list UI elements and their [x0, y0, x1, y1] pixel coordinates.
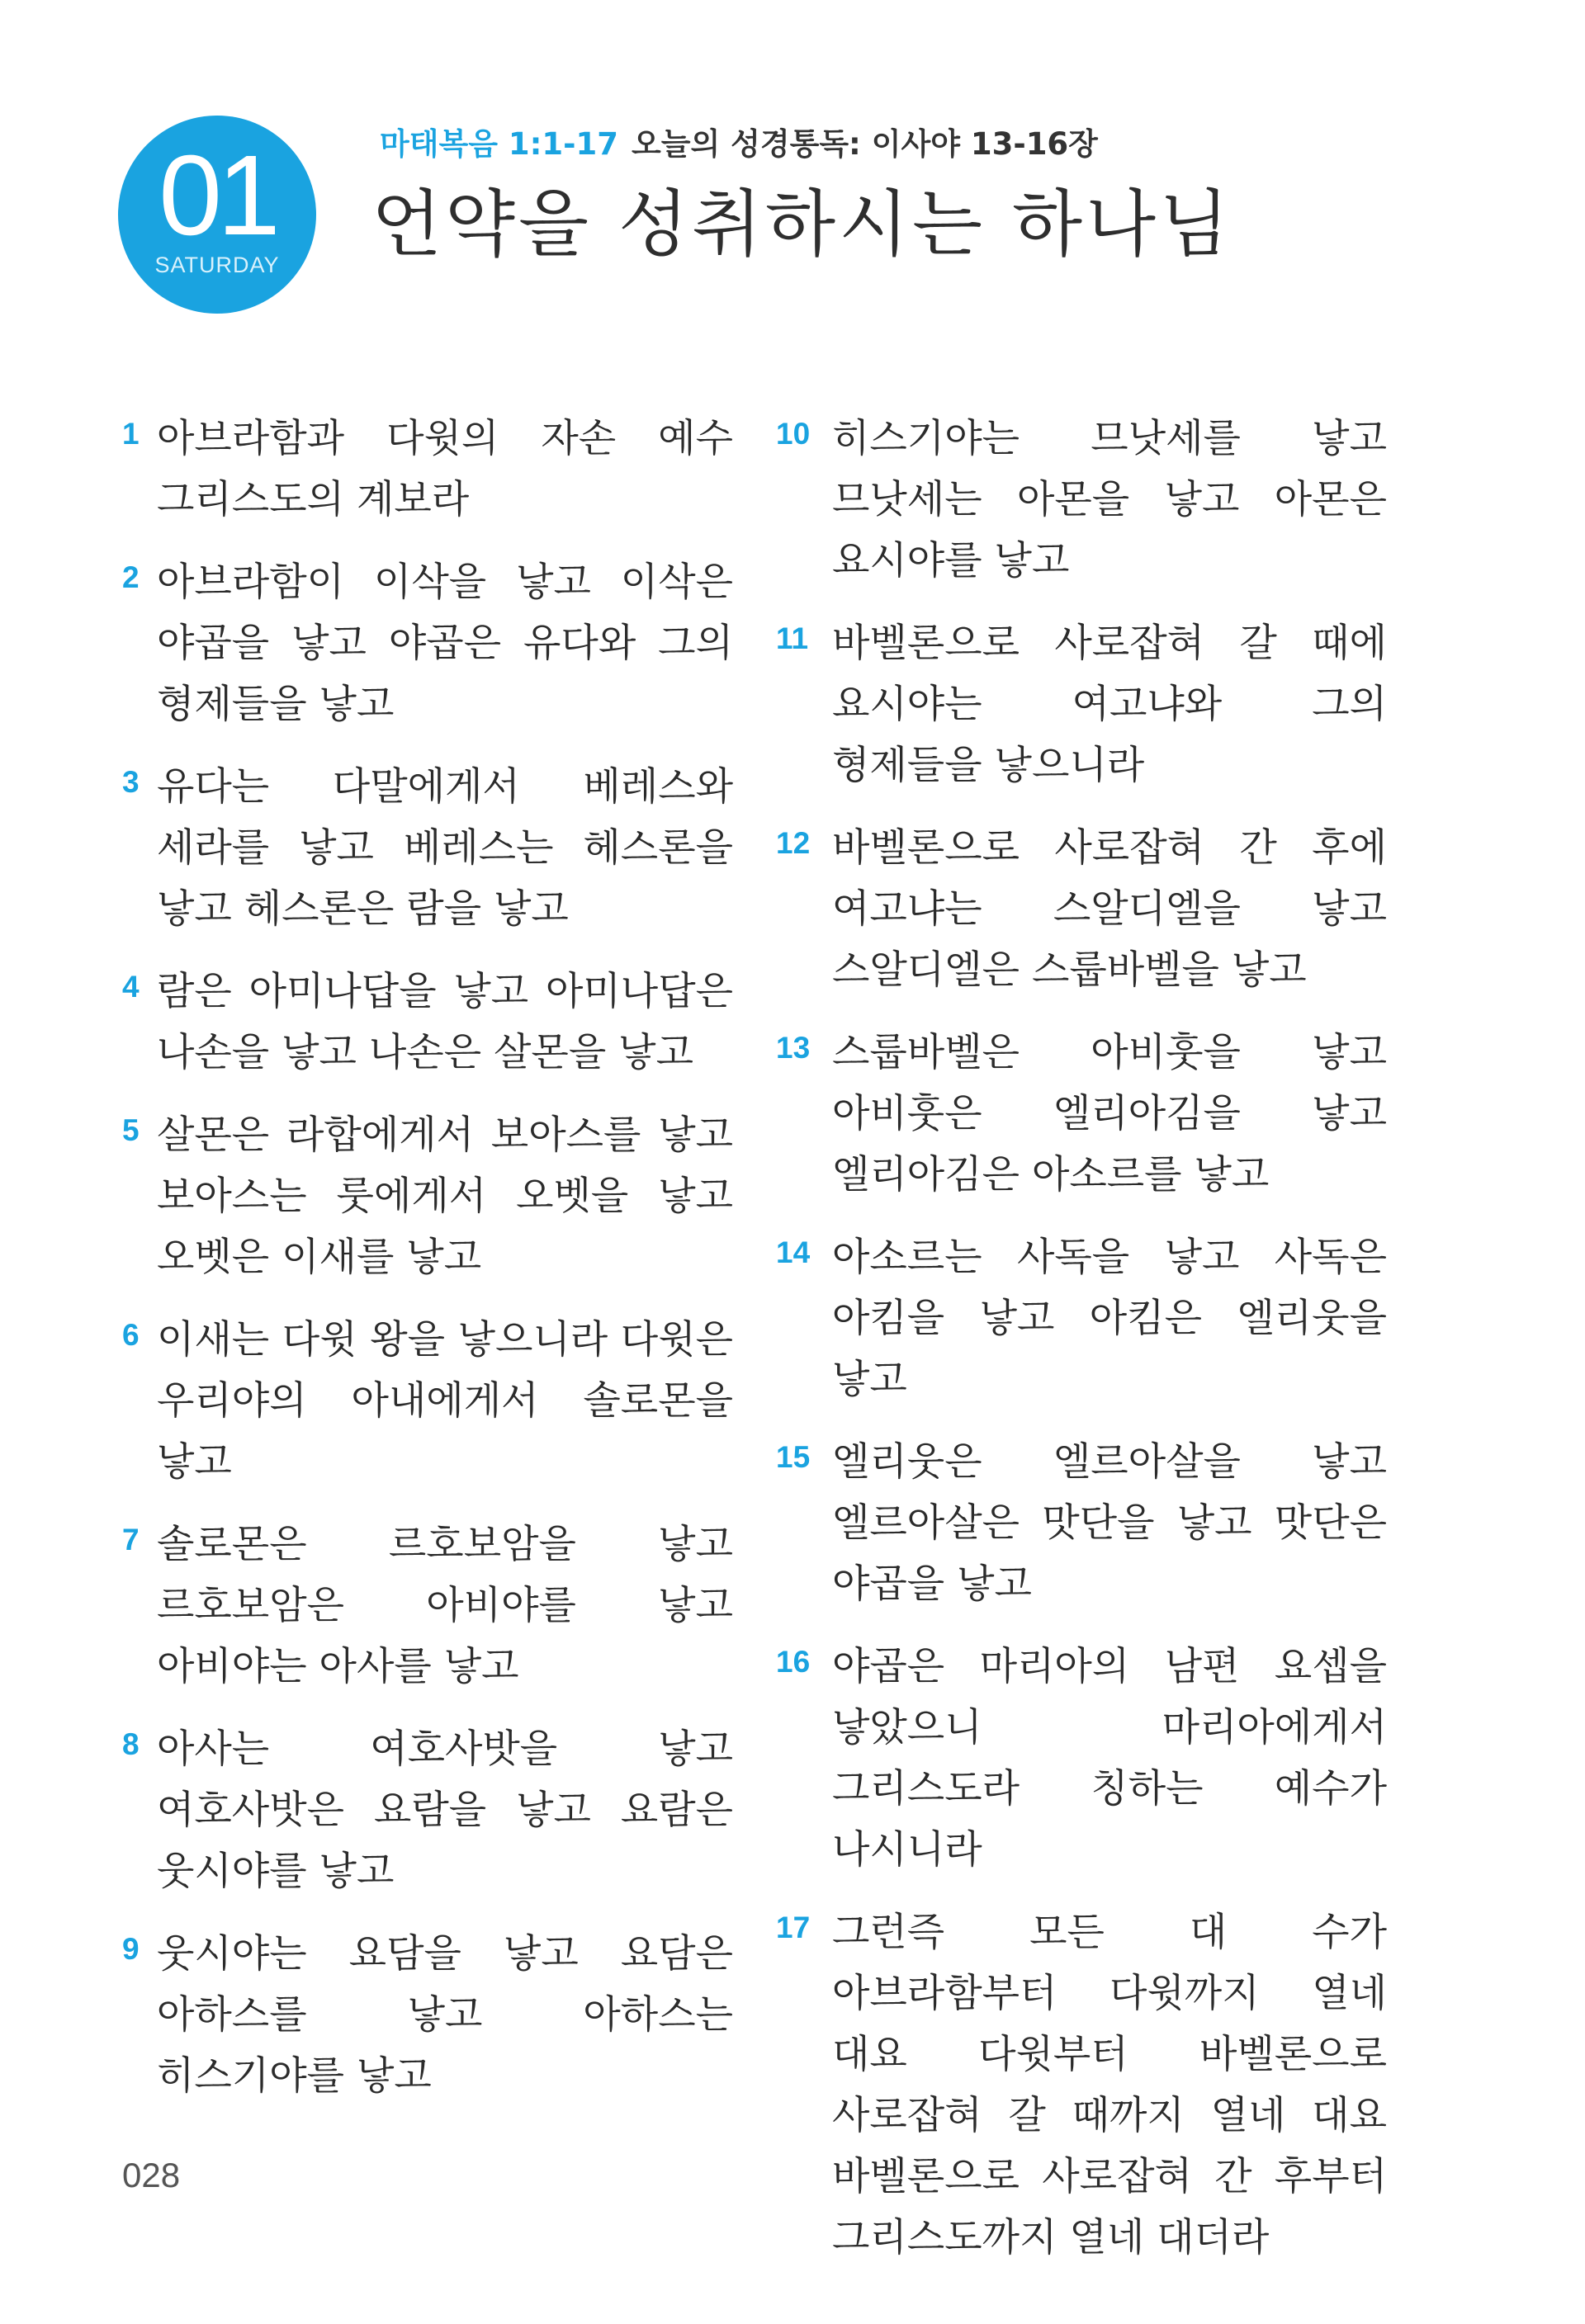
- reading-subtitle: [380, 124, 1098, 165]
- verse-text: 살몬은 라합에게서 보아스를 낳고 보아스는 룻에게서 오벳을 낳고 오벳은 이새를 낳고: [157, 1112, 733, 1280]
- passage-reference: 마태복음 1:1-17: [380, 126, 618, 162]
- verse: [776, 1432, 1387, 1615]
- daily-reading: 오늘의 성경통독: 이사야 13-16장: [631, 126, 1098, 162]
- verse-number: 11: [776, 621, 809, 655]
- verse-text: 웃시야는 요담을 낳고 요담은 아하스를 낳고 아하스는 히스기야를 낳고: [157, 1931, 733, 2099]
- verse-number: 6: [122, 1318, 140, 1352]
- verse-number: 15: [776, 1440, 811, 1474]
- verse: [122, 409, 733, 531]
- day-number: 01: [158, 132, 276, 259]
- verse-number: 4: [122, 970, 140, 1004]
- verse-number: 7: [122, 1523, 140, 1556]
- verse-text: 히스기야는 므낫세를 낳고 므낫세는 아몬을 낳고 아몬은 요시야를 낳고: [832, 416, 1387, 583]
- verse-text: 바벨론으로 사로잡혀 갈 때에 요시야는 여고냐와 그의 형제들을 낳으니라: [832, 621, 1387, 788]
- page-number: 028: [122, 2156, 181, 2194]
- day-name: SATURDAY: [154, 253, 280, 277]
- day-badge: [118, 116, 316, 314]
- verse-number: 5: [122, 1113, 140, 1147]
- verse-number: 17: [776, 1911, 811, 1944]
- verse-text: 람은 아미나답을 낳고 아미나답은 나손을 낳고 나손은 살몬을 낳고: [157, 969, 733, 1075]
- verse: [776, 1227, 1387, 1410]
- verse: [776, 1023, 1387, 1206]
- verse: [776, 409, 1387, 592]
- verse-number: 9: [122, 1932, 140, 1966]
- verse-text: 그런즉 모든 대 수가 아브라함부터 다윗까지 열네 대요 다윗부터 바벨론으로 사로잡혀 갈 때까지 열네 대요 바벨론으로 사로잡혀 간 후부터 그리스도까지 열네 대더라: [832, 1910, 1387, 2260]
- verse: [122, 757, 733, 940]
- verse-text: 유다는 다말에게서 베레스와 세라를 낳고 베레스는 헤스론을 낳고 헤스론은 람을 낳고: [157, 764, 733, 932]
- verse-number: 16: [776, 1645, 811, 1679]
- verse: [776, 1902, 1387, 2269]
- verse-text: 엘리웃은 엘르아살을 낳고 엘르아살은 맛단을 낳고 맛단은 야곱을 낳고: [832, 1439, 1387, 1607]
- verse-text: 아사는 여호사밧을 낳고 여호사밧은 요람을 낳고 요람은 웃시야를 낳고: [157, 1726, 733, 1894]
- verse: [122, 1924, 733, 2107]
- verse: [776, 1637, 1387, 1881]
- verse-text: 이새는 다윗 왕을 낳으니라 다윗은 우리야의 아내에게서 솔로몬을 낳고: [157, 1317, 733, 1485]
- verse: [122, 552, 733, 735]
- verse-number: 3: [122, 765, 140, 799]
- verses-right-column: [776, 409, 1387, 2290]
- verse-text: 바벨론으로 사로잡혀 간 후에 여고냐는 스알디엘을 낳고 스알디엘은 스룹바벨을 낳고: [832, 825, 1387, 993]
- verses-left-column: [122, 409, 733, 2128]
- verse-text: 야곱은 마리아의 남편 요셉을 낳았으니 마리아에게서 그리스도라 칭하는 예수가 나시니라: [832, 1644, 1387, 1873]
- verse-number: 14: [776, 1235, 811, 1269]
- verse: [122, 961, 733, 1084]
- verse: [776, 818, 1387, 1001]
- page-title: 언약을 성취하시는 하나님: [371, 182, 1233, 267]
- verse-text: 아소르는 사독을 낳고 사독은 아킴을 낳고 아킴은 엘리웃을 낳고: [832, 1235, 1387, 1402]
- verse-number: 10: [776, 417, 811, 451]
- verse: [122, 1719, 733, 1902]
- verse-number: 12: [776, 826, 811, 860]
- verse-number: 1: [122, 417, 140, 451]
- verse: [122, 1310, 733, 1493]
- verse: [776, 613, 1387, 796]
- verse-text: 아브라함이 이삭을 낳고 이삭은 야곱을 낳고 야곱은 유다와 그의 형제들을 낳고: [157, 560, 733, 727]
- verse-number: 2: [122, 560, 140, 594]
- verse-text: 솔로몬은 르호보암을 낳고 르호보암은 아비야를 낳고 아비야는 아사를 낳고: [157, 1522, 733, 1689]
- verse-number: 8: [122, 1727, 140, 1761]
- verse-text: 스룹바벨은 아비훗을 낳고 아비훗은 엘리아김을 낳고 엘리아김은 아소르를 낳고: [832, 1030, 1387, 1197]
- verse-number: 13: [776, 1031, 811, 1065]
- verse: [122, 1514, 733, 1698]
- verse: [122, 1105, 733, 1288]
- verse-text: 아브라함과 다윗의 자손 예수 그리스도의 계보라: [157, 416, 733, 522]
